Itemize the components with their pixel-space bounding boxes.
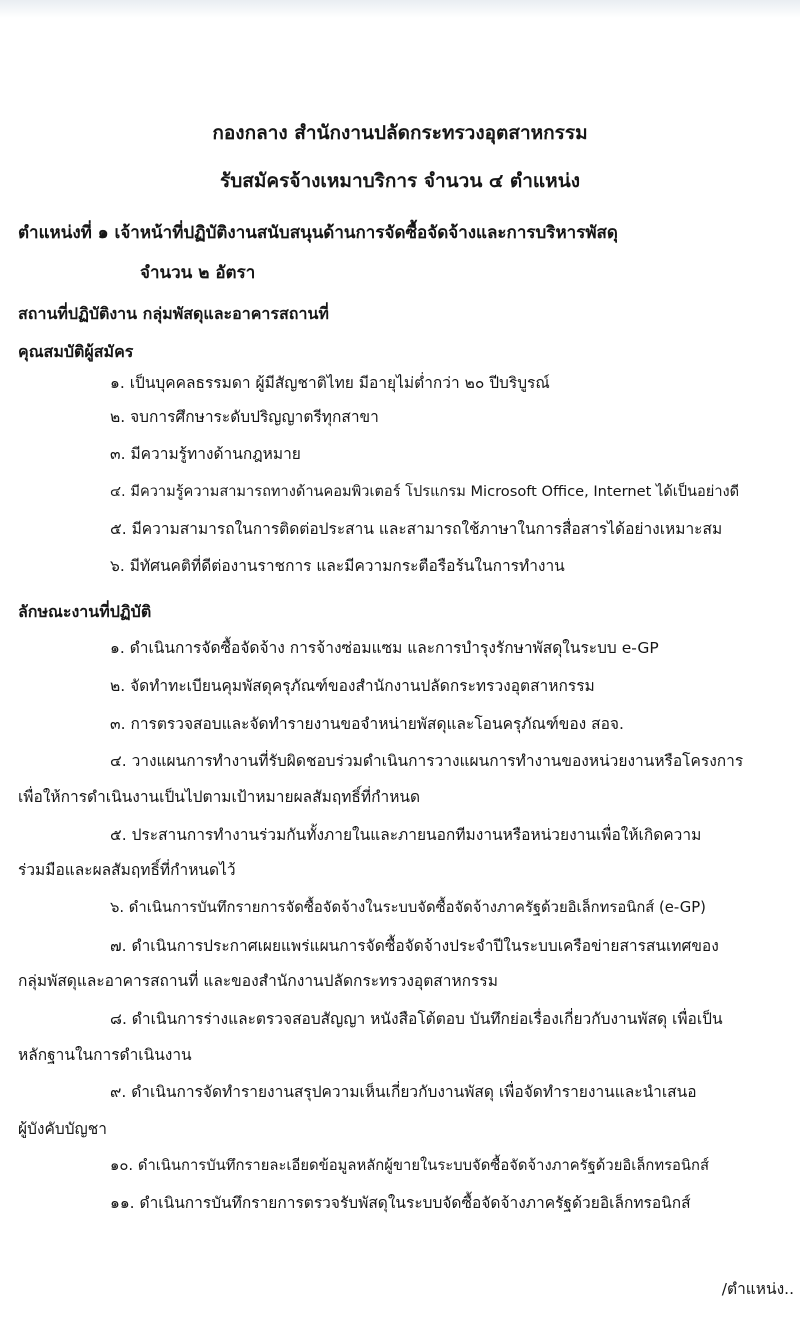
- duty-item: ๖. ดำเนินการบันทึกรายการจัดซื้อจัดจ้างในระบบจัดซื้อจัดจ้างภาครัฐด้วยอิเล็กทรอนิกส์ (e-GP): [110, 899, 706, 916]
- org-title: กองกลาง สำนักงานปลัดกระทรวงอุตสาหกรรม: [212, 122, 588, 144]
- duty-item: ๕. ประสานการทำงานร่วมกันทั้งภายในและภายนอกทีมงานหรือหน่วยงานเพื่อให้เกิดความ: [110, 826, 702, 844]
- scan-edge: [0, 0, 800, 18]
- duty-item: ๗. ดำเนินการประกาศเผยแพร่แผนการจัดซื้อจัดจ้างประจำปีในระบบเครือข่ายสารสนเทศของ: [110, 937, 719, 955]
- qualification-item: ๔. มีความรู้ความสามารถทางด้านคอมพิวเตอร์ โปรแกรม Microsoft Office, Internet ได้เป็นอย่างดี: [110, 483, 740, 500]
- position-count: จำนวน ๒ อัตรา: [140, 263, 256, 283]
- duty-item-continued: ร่วมมือและผลสัมฤทธิ์ที่กำหนดไว้: [18, 861, 236, 879]
- duty-item: ๑๑. ดำเนินการบันทึกรายการตรวจรับพัสดุในระบบจัดซื้อจัดจ้างภาครัฐด้วยอิเล็กทรอนิกส์: [110, 1194, 691, 1212]
- continued-marker: /ตำแหน่ง..: [721, 1280, 794, 1298]
- duty-item-continued: เพื่อให้การดำเนินงานเป็นไปตามเป้าหมายผลสัมฤทธิ์ที่กำหนด: [18, 788, 421, 806]
- position-title: ตำแหน่งที่ ๑ เจ้าหน้าที่ปฏิบัติงานสนับสนุนด้านการจัดซื้อจัดจ้างและการบริหารพัสดุ: [18, 223, 618, 243]
- duty-item: ๓. การตรวจสอบและจัดทำรายงานขอจำหน่ายพัสดุและโอนครุภัณฑ์ของ สอจ.: [110, 715, 624, 733]
- duty-item: ๑. ดำเนินการจัดซื้อจัดจ้าง การจ้างซ่อมแซม และการบำรุงรักษาพัสดุในระบบ e-GP: [110, 639, 659, 657]
- qualification-item: ๕. มีความสามารถในการติดต่อประสาน และสามารถใช้ภาษาในการสื่อสารได้อย่างเหมาะสม: [110, 520, 723, 538]
- duty-item-continued: หลักฐานในการดำเนินงาน: [18, 1046, 192, 1064]
- duties-heading: ลักษณะงานที่ปฏิบัติ: [18, 602, 152, 621]
- duty-item: ๙. ดำเนินการจัดทำรายงานสรุปความเห็นเกี่ยวกับงานพัสดุ เพื่อจัดทำรายงานและนำเสนอ: [110, 1083, 697, 1101]
- duty-item: ๒. จัดทำทะเบียนคุมพัสดุครุภัณฑ์ของสำนักงานปลัดกระทรวงอุตสาหกรรม: [110, 677, 595, 695]
- duty-item: ๑๐. ดำเนินการบันทึกรายละเอียดข้อมูลหลักผู้ขายในระบบจัดซื้อจัดจ้างภาครัฐด้วยอิเล็กทรอนิกส์: [110, 1157, 710, 1174]
- recruit-title: รับสมัครจ้างเหมาบริการ จำนวน ๔ ตำแหน่ง: [220, 170, 580, 192]
- qualification-item: ๒. จบการศึกษาระดับปริญญาตรีทุกสาขา: [110, 408, 379, 426]
- duty-item: ๘. ดำเนินการร่างและตรวจสอบสัญญา หนังสือโต้ตอบ บันทึกย่อเรื่องเกี่ยวกับงานพัสดุ เพื่อเป็น: [110, 1010, 723, 1028]
- qualification-item: ๓. มีความรู้ทางด้านกฎหมาย: [110, 445, 301, 463]
- duty-item-continued: กลุ่มพัสดุและอาคารสถานที่ และของสำนักงานปลัดกระทรวงอุตสาหกรรม: [18, 972, 498, 990]
- duty-item-continued: ผู้บังคับบัญชา: [18, 1120, 107, 1138]
- qualification-item: ๑. เป็นบุคคลธรรมดา ผู้มีสัญชาติไทย มีอายุไม่ต่ำกว่า ๒๐ ปีบริบูรณ์: [110, 374, 550, 392]
- duty-item: ๔. วางแผนการทำงานที่รับผิดชอบร่วมดำเนินการวางแผนการทำงานของหน่วยงานหรือโครงการ: [110, 752, 744, 770]
- qualifications-heading: คุณสมบัติผู้สมัคร: [18, 342, 134, 361]
- workplace: สถานที่ปฏิบัติงาน กลุ่มพัสดุและอาคารสถานที่: [18, 304, 329, 323]
- qualification-item: ๖. มีทัศนคติที่ดีต่องานราชการ และมีความกระตือรือร้นในการทำงาน: [110, 557, 565, 575]
